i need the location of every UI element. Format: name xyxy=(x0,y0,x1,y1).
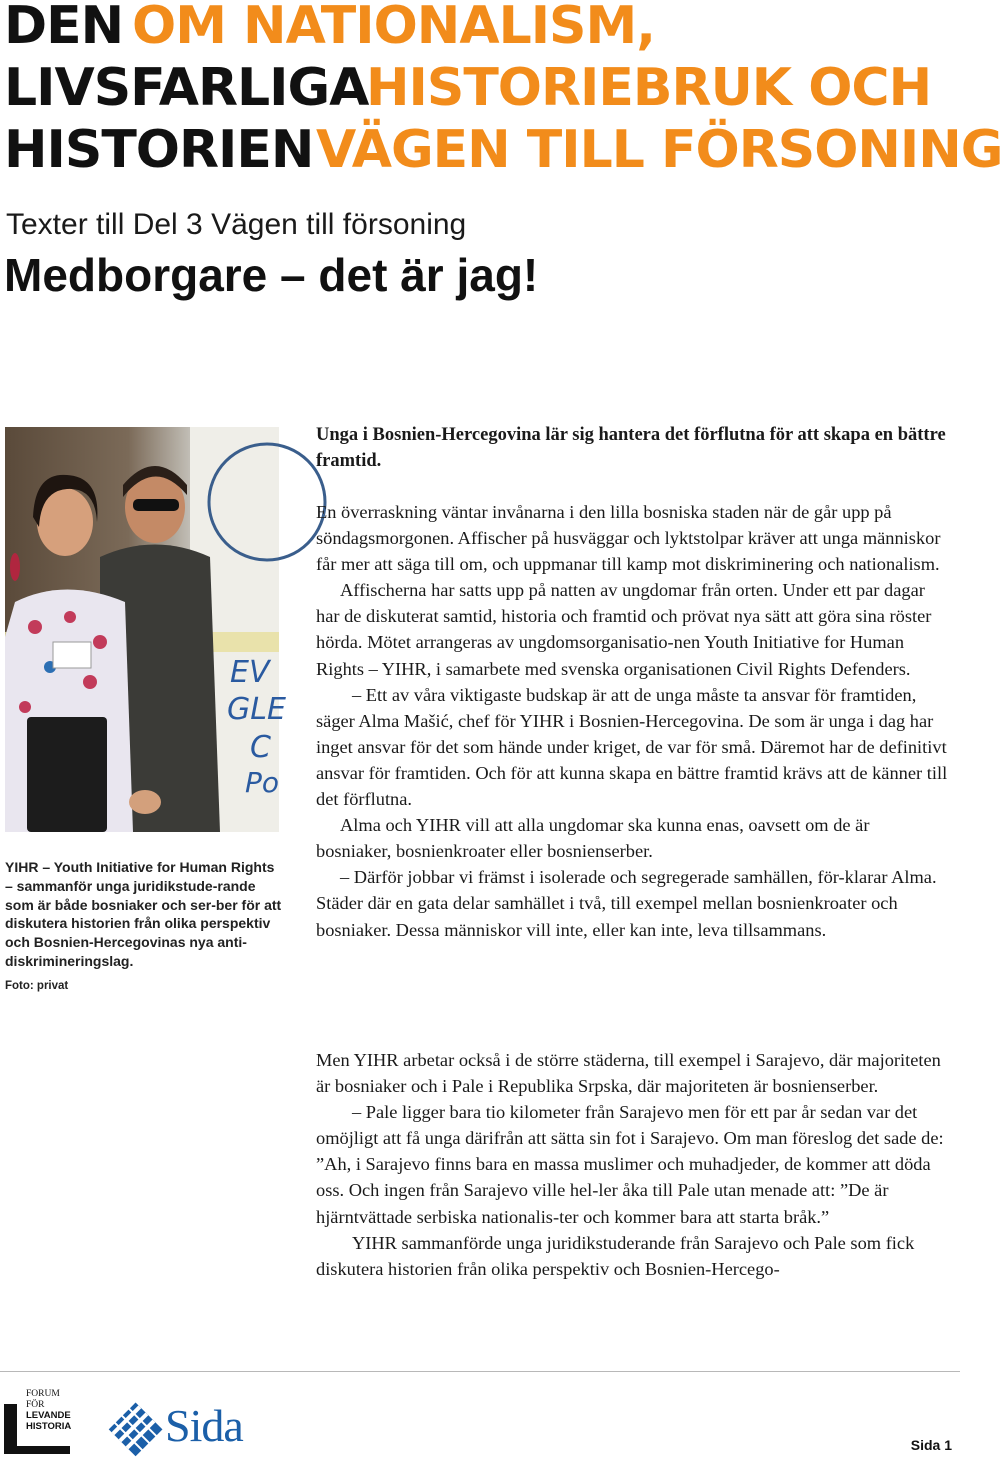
paragraph: – Pale ligger bara tio kilometer från Sarajevo men för ett par år sedan var det omöjligt att få unga därifrån att sätta sin fot i Sarajevo. Om man föreslog det sade de: ”Ah, i Sarajevo finns bara en massa muslimer och muhadjeder, de kommer att döda oss. Och ingen från Sarajevo ville hel-ler åka till Pale utan menade att: ”De är hjärntvättade serbiska nationalis-ter och kommer bara att starta bråk.” xyxy=(316,1102,944,1227)
paragraph: En överraskning väntar invånarna i den lilla bosniska staden när de går upp på söndagsmorgonen. Affischer på husväggar och lyktstolpar kräver att unga människor får mer att säga till om, och uppmanar till kamp mot diskriminering och nationalism. xyxy=(316,502,941,575)
article-lead: Unga i Bosnien-Hercegovina lär sig hantera det förflutna för att skapa en bättre framtid. xyxy=(316,425,946,471)
svg-text:EV: EV xyxy=(230,655,270,690)
logo-text-levande: LEVANDE xyxy=(26,1410,71,1421)
logo-text-for: FÖR xyxy=(26,1400,45,1410)
paragraph: Men YIHR arbetar också i de större städerna, till exempel i Sarajevo, där majoriteten är bosniaker och i Pale i Republika Srpska, där majoriteten är bosnienserber. xyxy=(316,1050,941,1097)
paragraph: – Ett av våra viktigaste budskap är att de unga måste ta ansvar för framtiden, säger Alma Mašić, chef för YIHR i Bosnien-Hercegovina. De som är unga i dag har inget ansvar för det som hände under kriget, de var för små. Däremot har de definitivt ansvar för framtiden. Och för att kunna skapa en bättre framtid krävs att de känner till det förflutna. xyxy=(316,684,948,810)
article-body-part1 xyxy=(316,499,948,943)
paragraph: YIHR sammanförde unga juridikstuderande från Sarajevo och Pale som fick diskutera historien från olika perspektiv och Bosnien-Hercego- xyxy=(316,1232,915,1279)
paragraph: Affischerna har satts upp på natten av ungdomar från orten. Under ett par dagar har de diskuterat samtid, historia och framtid och prövat nya sätt att göra sina röster hörda. Mötet arrangeras av ungdomsorganisatio-nen Youth Initiative for Human Rights – YIHR, i samarbete med svenska organisationen Civil Rights Defenders. xyxy=(316,580,932,679)
banner-row1-left: DEN xyxy=(4,0,124,56)
photo-illustration xyxy=(5,427,286,832)
logo-text-forum: FORUM xyxy=(26,1389,60,1399)
sida-wordmark: Sida xyxy=(165,1400,243,1451)
paragraph: Alma och YIHR vill att alla ungdomar ska kunna enas, oavsett om de är bosniaker, bosnienkroater eller bosnienserber. xyxy=(316,815,870,862)
title-banner xyxy=(4,0,1002,180)
footer-divider xyxy=(0,1371,960,1372)
banner-row2-right: HISTORIEBRUK OCH xyxy=(366,58,932,118)
photo xyxy=(5,427,286,832)
article-body-part2 xyxy=(316,1047,948,1282)
sida-emblem-icon xyxy=(112,1403,162,1453)
logo-text-historia: HISTORIA xyxy=(26,1421,72,1432)
banner-row2-left: LIVSFARLIGA xyxy=(4,58,369,118)
paragraph: – Därför jobbar vi främst i isolerade och segregerade samhällen, för-klarar Alma. Städer där en gata delar samhället i två, till exempel mellan bosnienkroater och bosniaker. Dessa människor vill inte, eller kan inte, leva tillsammans. xyxy=(316,867,937,940)
page-number: Sida 1 xyxy=(910,1437,952,1453)
photo-credit: Foto: privat xyxy=(5,980,69,992)
logo-mark-horizontal xyxy=(4,1446,70,1454)
forum-levande-historia-logo xyxy=(4,1388,74,1454)
svg-text:GLE: GLE xyxy=(227,692,286,727)
section-subtitle: Texter till Del 3 Vägen till försoning xyxy=(6,208,467,241)
banner-row3-right: VÄGEN TILL FÖRSONING xyxy=(316,120,1002,180)
banner-row3-left: HISTORIEN xyxy=(4,120,314,180)
sida-logo xyxy=(112,1400,252,1453)
banner-row1-right: OM NATIONALISM, xyxy=(132,0,656,56)
photo-caption: YIHR – Youth Initiative for Human Rights – sammanför unga juridikstude-rande som är både bosniaker och ser-ber för att diskutera historien från olika perspektiv och Bosnien-Hercegovinas nya anti-diskrimineringslag. xyxy=(5,859,282,969)
svg-text:C: C xyxy=(250,730,271,765)
page-title: Medborgare – det är jag! xyxy=(4,249,539,301)
svg-text:Po: Po xyxy=(245,766,280,799)
